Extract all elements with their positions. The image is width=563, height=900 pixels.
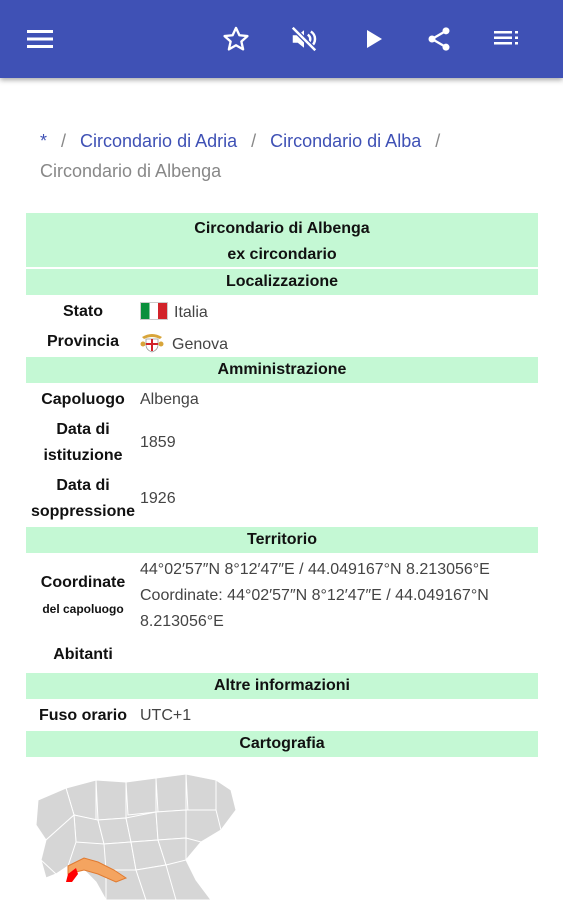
label-coordinate (26, 570, 140, 622)
infobox-title: Circondario di Albenga (194, 220, 370, 237)
section-territorio: Territorio (26, 527, 538, 555)
breadcrumb-separator: / (435, 131, 441, 151)
label-istituzione-line2: istituzione (43, 447, 123, 464)
label-istituzione (26, 417, 140, 469)
coordinate-line3: 8.213056°E (140, 613, 224, 630)
breadcrumb-current: Circondario di Albenga (40, 161, 222, 181)
section-altre-informazioni: Altre informazioni (26, 673, 538, 701)
value-coordinate (140, 557, 538, 635)
share-button[interactable] (420, 20, 458, 58)
section-cartografia: Cartografia (26, 731, 538, 759)
breadcrumb-separator: / (61, 131, 67, 151)
table-of-contents-button[interactable] (488, 20, 526, 58)
breadcrumb (40, 126, 540, 186)
label-soppressione-line2: soppressione (30, 503, 136, 520)
location-map[interactable] (26, 770, 246, 900)
row-provincia (26, 327, 538, 357)
italy-flag-icon (140, 302, 168, 320)
app-bar (0, 0, 563, 78)
row-fuso-orario (26, 701, 538, 731)
breadcrumb-link-adria[interactable]: Circondario di Adria (80, 131, 238, 151)
breadcrumb-link-alba[interactable]: Circondario di Alba (270, 131, 422, 151)
menu-button[interactable] (21, 20, 59, 58)
section-amministrazione: Amministrazione (26, 357, 538, 385)
row-coordinate (26, 555, 538, 637)
share-icon (425, 25, 453, 53)
label-provincia: Provincia (46, 333, 120, 350)
row-stato (26, 297, 538, 327)
value-provincia (140, 331, 538, 354)
volume-off-icon (289, 24, 319, 54)
value-stato (140, 302, 538, 322)
table-of-contents-icon (493, 28, 521, 50)
label-istituzione-line1: Data di (56, 421, 110, 438)
label-stato: Stato (63, 303, 103, 320)
value-soppressione: 1926 (140, 490, 176, 507)
mute-button[interactable] (285, 20, 323, 58)
label-soppressione (26, 473, 140, 525)
link-utc[interactable]: UTC+1 (140, 707, 192, 724)
row-capoluogo (26, 385, 538, 415)
row-soppressione (26, 471, 538, 527)
play-icon (361, 27, 385, 51)
label-capoluogo: Capoluogo (41, 391, 125, 408)
coordinate-link[interactable]: 44°02′57″N 8°12′47″E / 44.049167°N 8.213056°E (140, 561, 490, 578)
breadcrumb-separator: / (251, 131, 257, 151)
label-soppressione-line1: Data di (56, 477, 110, 494)
infobox-title-header (26, 213, 538, 269)
infobox-subtitle: ex circondario (227, 246, 337, 263)
genova-crest-icon (140, 331, 164, 353)
label-coordinate-sub: del capoluogo (42, 602, 124, 616)
section-localizzazione: Localizzazione (26, 269, 538, 297)
label-fuso-orario: Fuso orario (38, 707, 127, 724)
label-abitanti: Abitanti (53, 646, 113, 663)
coordinate-line2: Coordinate: 44°02′57″N 8°12′47″E / 44.049167°N (140, 587, 489, 604)
play-button[interactable] (354, 20, 392, 58)
star-outline-icon (222, 25, 250, 53)
row-istituzione (26, 415, 538, 471)
infobox (26, 213, 538, 759)
link-albenga[interactable]: Albenga (140, 391, 199, 408)
label-coordinate-main: Coordinate (40, 574, 126, 591)
link-genova[interactable]: Genova (172, 335, 229, 353)
menu-icon (26, 28, 54, 50)
breadcrumb-home-link[interactable]: * (40, 131, 48, 151)
row-abitanti (26, 637, 538, 673)
link-italia[interactable]: Italia (174, 304, 208, 321)
favorite-button[interactable] (217, 20, 255, 58)
value-istituzione: 1859 (140, 434, 176, 451)
